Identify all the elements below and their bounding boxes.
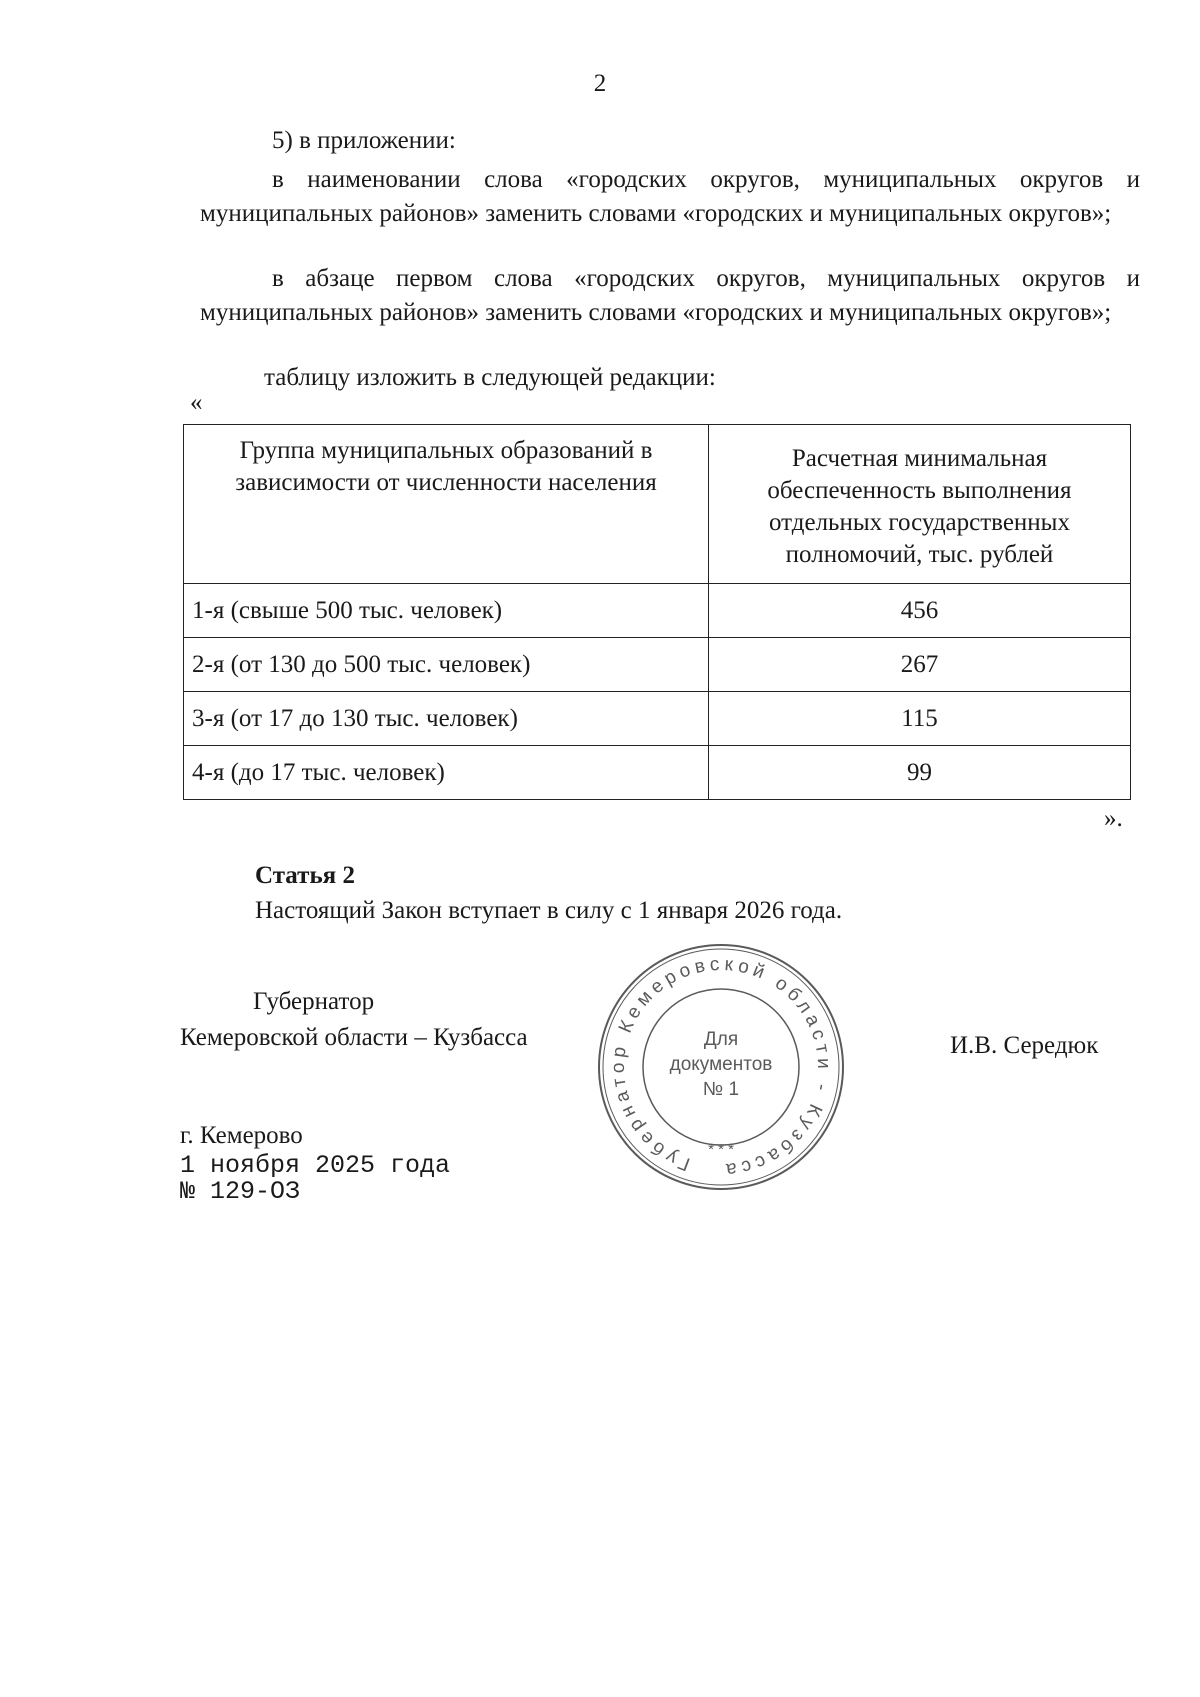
table-row <box>184 692 1131 746</box>
law-date: 1 ноября 2025 года <box>180 1151 451 1180</box>
norms-table <box>183 424 1131 800</box>
seal-center-line3: № 1 <box>702 1079 740 1100</box>
official-seal <box>596 942 846 1192</box>
article-title: Статья 2 <box>255 862 355 889</box>
table-cell-group: 1-я (свыше 500 тыс. человек) <box>184 584 709 638</box>
table-cell-group: 4-я (до 17 тыс. человек) <box>184 746 709 800</box>
quote-open: « <box>190 389 203 416</box>
table-intro: таблицу изложить в следующей редакции: <box>264 364 716 391</box>
table-cell-value: 99 <box>709 746 1131 800</box>
name-paragraph: в наименовании слова «городских округов, муниципальных округов и муниципальных районов» заменить словами «городских и муниципальных округов»; <box>200 166 1140 227</box>
city: г. Кемерово <box>180 1122 303 1149</box>
table-cell-value: 115 <box>709 692 1131 746</box>
table-row <box>184 746 1131 800</box>
table-row <box>184 584 1131 638</box>
table-cell-value: 456 <box>709 584 1131 638</box>
seal-center-line1: Для <box>703 1029 739 1050</box>
signatory-title-line2: Кемеровской области – Кузбасса <box>180 1024 528 1051</box>
table-header-row <box>184 425 1131 584</box>
table-row <box>184 638 1131 692</box>
table-cell-value: 267 <box>709 638 1131 692</box>
table-header-group: Группа муниципальных образований в зависимости от численности населения <box>184 425 709 584</box>
first-paragraph: в абзаце первом слова «городских округов, муниципальных округов и муниципальных районов» заменить словами «городских и муниципальных округов»; <box>200 265 1140 326</box>
page-number: 2 <box>593 70 607 97</box>
signatory-name: И.В. Середюк <box>950 1032 1099 1059</box>
quote-close: ». <box>1104 805 1123 832</box>
seal-stars: * * * <box>708 1141 734 1158</box>
signatory-title-line1: Губернатор <box>253 988 375 1015</box>
article-text: Настоящий Закон вступает в силу с 1 января 2026 года. <box>255 897 843 924</box>
seal-center-line2: документов <box>669 1054 773 1075</box>
amendment-item: 5) в приложении: <box>272 127 456 154</box>
seal-ring-text: Губернатор Кемеровской области - Кузбасса <box>607 953 835 1180</box>
law-number: № 129-ОЗ <box>180 1177 301 1206</box>
table-header-norm: Расчетная минимальная обеспеченность выполнения отдельных государственных полномочий, тыс. рублей <box>709 425 1131 584</box>
table-cell-group: 3-я (от 17 до 130 тыс. человек) <box>184 692 709 746</box>
table-cell-group: 2-я (от 130 до 500 тыс. человек) <box>184 638 709 692</box>
